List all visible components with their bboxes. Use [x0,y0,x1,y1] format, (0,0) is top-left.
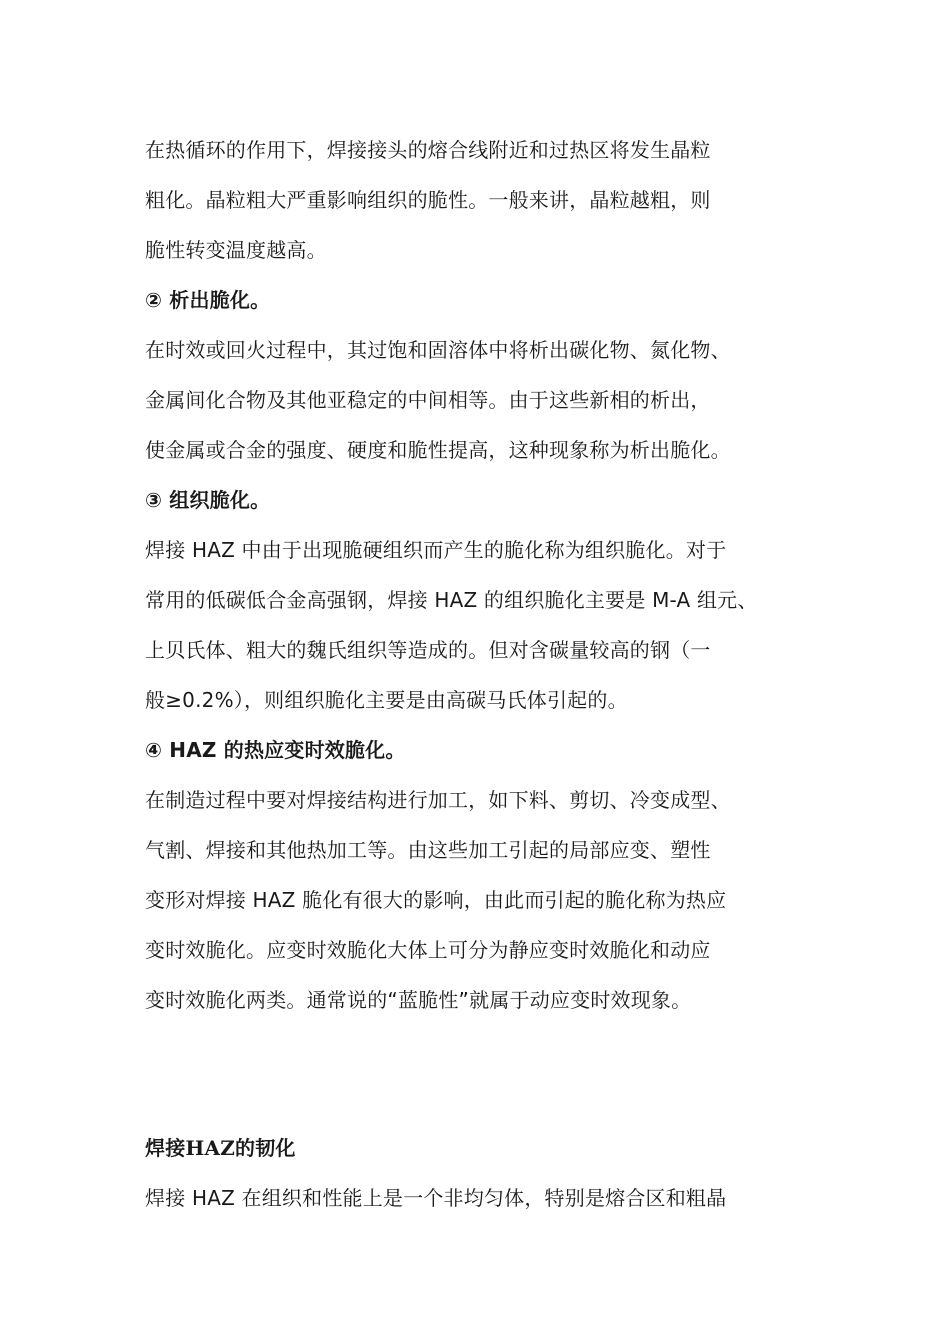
paragraph-line: 脆性转变温度越高。 [145,238,327,262]
paragraph-line: 变时效脆化。应变时效脆化大体上可分为静应变时效脆化和动应 [145,938,711,962]
section-title: 焊接HAZ的韧化 [145,1136,296,1160]
paragraph-line: 常用的低碳低合金高强钢，焊接 HAZ 的组织脆化主要是 M-A 组元、 [145,588,758,612]
paragraph-line: 粗化。晶粒粗大严重影响组织的脆性。一般来讲，晶粒越粗，则 [145,188,711,212]
subheading-structure-embrittlement: ③ 组织脆化。 [145,488,271,512]
paragraph-line: 变形对焊接 HAZ 脆化有很大的影响，由此而引起的脆化称为热应 [145,888,727,912]
paragraph-line: 焊接 HAZ 在组织和性能上是一个非均匀体，特别是熔合区和粗晶 [145,1186,727,1210]
subheading-precipitation-embrittlement: ② 析出脆化。 [145,288,271,312]
paragraph-line: 金属间化合物及其他亚稳定的中间相等。由于这些新相的析出， [145,388,711,412]
paragraph-line: 气割、焊接和其他热加工等。由这些加工引起的局部应变、塑性 [145,838,711,862]
paragraph-line: 上贝氏体、粗大的魏氏组织等造成的。但对含碳量较高的钢（一 [145,638,711,662]
paragraph-line: 变时效脆化两类。通常说的“蓝脆性”就属于动应变时效现象。 [145,988,692,1012]
paragraph-line: 般≥0.2%），则组织脆化主要是由高碳马氏体引起的。 [145,688,628,712]
paragraph-line: 焊接 HAZ 中由于出现脆硬组织而产生的脆化称为组织脆化。对于 [145,538,727,562]
paragraph-line: 在热循环的作用下，焊接接头的熔合线附近和过热区将发生晶粒 [145,138,711,162]
paragraph-line: 在时效或回火过程中，其过饱和固溶体中将析出碳化物、氮化物、 [145,338,731,362]
paragraph-line: 在制造过程中要对焊接结构进行加工，如下料、剪切、冷变成型、 [145,788,731,812]
subheading-strain-aging-embrittlement: ④ HAZ 的热应变时效脆化。 [145,738,406,762]
paragraph-line: 使金属或合金的强度、硬度和脆性提高，这种现象称为析出脆化。 [145,438,731,462]
